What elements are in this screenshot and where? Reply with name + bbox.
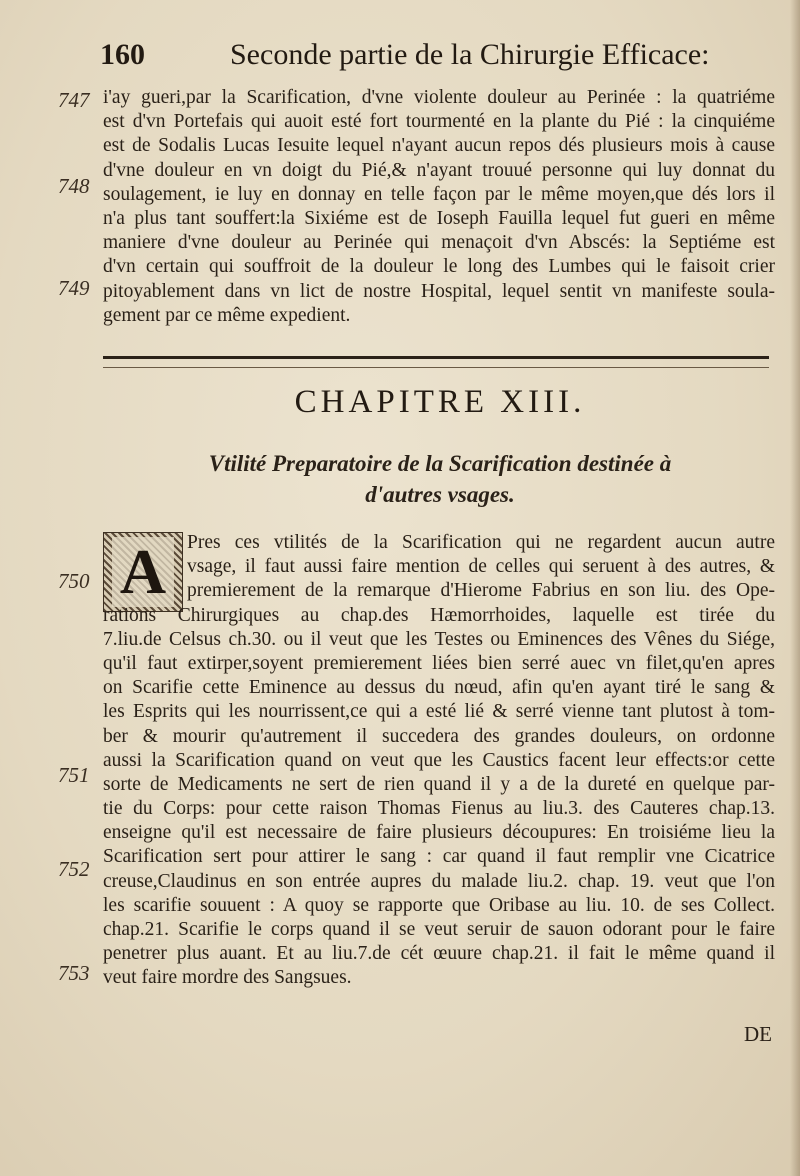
text-line: ber & mourir qu'autrement il succedera des grandes douleurs, on ordonne (103, 725, 775, 747)
text-line: veut faire mordre des Sangsues. (103, 967, 352, 989)
margin-number-750: 750 (58, 569, 90, 593)
text-line: est de Sodalis Lucas Iesuite lequel n'ayant aucun repos dés plusieurs mois à cause (103, 135, 775, 157)
text-line: Scarification sert pour attirer le sang : car quand il faut remplir vne Cicatrice (103, 846, 775, 868)
text-line: enseigne qu'il est necessaire de faire plusieurs découpures: En troisiéme lieu la (103, 822, 775, 844)
catchword: DE (744, 1022, 772, 1046)
text-line: les scarifie souuent : A quoy se rapporte que Oribase au liu. 10. de ses Collect. (103, 894, 775, 916)
text-line: i'ay gueri,par la Scarification, d'vne violente douleur au Perinée : la quatriéme (103, 87, 775, 108)
page-header (100, 38, 780, 78)
text-line: aussi la Scarification quand on veut que les Caustics facent leur effects:or cette (103, 749, 775, 771)
ornamental-rule (103, 356, 769, 368)
chapter-subtitle-line: Vtilité Preparatoire de la Scarification destinée à (208, 451, 672, 476)
margin-number-751: 751 (58, 763, 90, 787)
text-line: creuse,Claudinus en son entrée aupres du malade liu.2. chap. 19. veut que l'on (103, 870, 775, 892)
margin-number-749: 749 (58, 276, 90, 300)
text-line: pitoyablement dans vn lict de nostre Hospital, lequel sentit vn manifeste soula- (103, 280, 775, 302)
text-line: tie du Corps: pour cette raison Thomas Fienus au liu.3. des Cauteres chap.13. (103, 798, 775, 820)
running-head: Seconde partie de la Chirurgie Efficace: (230, 38, 710, 71)
margin-number-748: 748 (58, 174, 90, 198)
top-paragraph (103, 86, 775, 328)
margin-number-753: 753 (58, 961, 90, 985)
margin-number-747: 747 (58, 88, 90, 112)
text-line: chap.21. Scarifie le corps quand il se veut seruir de sauon odorant pour le faire (103, 919, 775, 940)
text-line: Pres ces vtilités de la Scarification qui ne regardent aucun autre (187, 532, 775, 553)
text-line: d'vne douleur en vn doigt du Pié,& n'ayant trouué personne qui luy donnat du (103, 159, 775, 181)
text-line: est d'vn Portefais qui auoit esté fort tourmenté en la plante du Pié : la cinquiéme (103, 111, 775, 133)
chapter-title: CHAPITRE XIII. (294, 384, 586, 420)
text-line: 7.liu.de Celsus ch.30. ou il veut que les Testes ou Eminences des Vênes du Siége, (103, 628, 775, 650)
text-line: soulagement, ie luy en donnay en telle façon par le même moyen,que dés lors il (103, 183, 775, 205)
text-line: penetrer plus auant. Et au liu.7.de cét œuure chap.21. il fait le même quand il (103, 943, 775, 965)
text-line: sorte de Medicaments ne sert de rien quand il y a de la dureté en quelque par- (103, 773, 775, 795)
text-line: qu'il faut extirper,soyent premierement liées bien serré auec vn filet,qu'en apres (103, 652, 775, 674)
text-line: n'a plus tant souffert:la Sixiéme est de Ioseph Fauilla lequel fut gueri en même (103, 207, 775, 229)
margin-number-752: 752 (58, 857, 90, 881)
main-paragraph (103, 531, 775, 991)
text-line: maniere d'vne douleur au Perinée qui menaçoit d'vn Abscés: la Septiéme est (103, 232, 775, 254)
text-line: rations Chirurgiques au chap.des Hæmorrhoides, laquelle est tirée du (103, 604, 775, 626)
page-spine-shadow (790, 0, 800, 1176)
chapter-subtitle (130, 448, 750, 510)
chapter-subtitle-line: d'autres vsages. (365, 482, 515, 507)
drop-cap-letter: A (112, 537, 174, 607)
page-number: 160 (100, 38, 145, 71)
text-line: d'vn certain qui souffroit de la douleur le long des Lumbes qui le faisoit crier (103, 256, 775, 278)
text-line: les Esprits qui les nourrissent,ce qui a esté lié & serré vienne tant plutost à tom- (103, 701, 775, 723)
text-line: on Scarifie cette Eminence au dessus du nœud, afin qu'en ayant tiré le sang & (103, 677, 775, 699)
text-line: vsage, il faut aussi faire mention de celles qui seruent à des autres, & (187, 556, 775, 578)
text-line: premierement de la remarque d'Hierome Fabrius en son liu. des Ope- (187, 580, 775, 602)
text-line: gement par ce même expedient. (103, 304, 351, 326)
